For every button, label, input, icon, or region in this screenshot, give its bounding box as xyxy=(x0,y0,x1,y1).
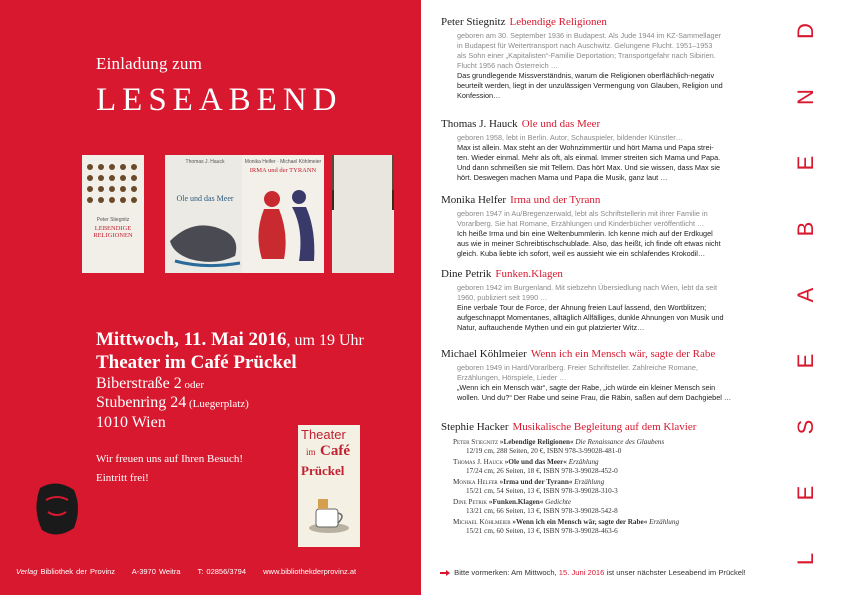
invitation-title: LESEABEND xyxy=(96,82,343,118)
entry-bio-line: geboren 1949 in Hard/Vorarlberg. Freier Schriftsteller. Zahlreiche Romane, xyxy=(457,363,698,372)
publisher-footer xyxy=(16,567,370,576)
logo-im-text: im xyxy=(306,447,316,457)
address-line-2 xyxy=(96,395,249,411)
logo-prueckel-text: Prückel xyxy=(301,463,345,478)
bibliography-details: 15/21 cm, 60 Seiten, 13 €, ISBN 978-3-99028-463-6 xyxy=(466,527,618,535)
book-title: IRMA und der TYRANN xyxy=(249,167,317,174)
reading-entry xyxy=(441,348,791,403)
entry-text-line: hört. Deswegen machen Mama und Papa die Musik, ganz laut … xyxy=(457,173,668,182)
vertical-leseabend xyxy=(791,18,821,578)
reading-entry xyxy=(441,268,791,333)
book-title: LEBENDIGE RELIGIONEN xyxy=(93,225,133,240)
entry-author: Stephie Hacker xyxy=(441,421,509,433)
bibliography-details: 17/24 cm, 26 Seiten, 18 €, ISBN 978-3-99028-452-0 xyxy=(466,467,618,475)
entry-bio-line: Flucht 1956 nach Österreich … xyxy=(457,61,558,70)
entry-title: Lebendige Religionen xyxy=(509,16,607,28)
address-note: (Luegerplatz) xyxy=(186,398,249,410)
entry-bio-line: geboren 1958, lebt in Berlin. Autor, Schauspieler, bildender Künstler… xyxy=(457,133,683,142)
entry-title: Musikalische Begleitung auf dem Klavier xyxy=(512,421,697,433)
logo-theater-text: Theater xyxy=(301,427,346,442)
bibliography-item xyxy=(453,498,783,516)
entry-bio-line: Erzählungen, Hörspiele, Lieder … xyxy=(457,373,567,382)
entry-heading xyxy=(441,348,791,360)
vertical-letter: N xyxy=(793,89,818,105)
vertical-letter: B xyxy=(793,221,818,237)
entry-heading xyxy=(441,268,791,280)
vertical-letter: D xyxy=(793,23,818,39)
address-or: oder xyxy=(181,379,205,391)
entry-bio-line: geboren am 30. September 1936 in Budapest. Als Jude 1944 im KZ-Sammellager xyxy=(457,31,722,40)
entry-author: Dine Petrik xyxy=(441,268,492,280)
reading-entry xyxy=(441,118,791,183)
vertical-letter: S xyxy=(793,419,818,435)
book-author: Monika Helfer · Michael Köhlmeier xyxy=(244,159,322,165)
entry-title: Irma und der Tyrann xyxy=(510,194,601,206)
address-line-1 xyxy=(96,376,204,392)
entry-bio-line: Vorarlberg. Sie hat Romane, Erzählungen und Kinderbücher veröffentlicht … xyxy=(457,219,705,228)
invitation-subtitle: Einladung zum xyxy=(96,54,202,73)
publisher-city: A-3970 Weitra xyxy=(131,567,181,576)
bibliography-author: Monika Helfer xyxy=(453,478,498,486)
whale-illustration-icon xyxy=(165,211,245,271)
bibliography-heading xyxy=(453,478,783,487)
entry-author: Monika Helfer xyxy=(441,194,507,206)
dancing-figures-illustration-icon xyxy=(244,179,324,269)
entry-text-line: Das grundlegende Missverständnis, warum die Religionen oberflächlich-negativ xyxy=(457,71,715,80)
bibliography-details: 15/21 cm, 54 Seiten, 13 €, ISBN 978-3-99028-310-3 xyxy=(466,487,618,495)
entry-author: Peter Stiegnitz xyxy=(441,16,506,28)
entry-author: Michael Köhlmeier xyxy=(441,348,527,360)
entry-text-line: gleich. Kuba liebte ich sofort, weil es aussieht wie ein schlafendes Krokodil… xyxy=(457,249,706,258)
pointing-hand-icon xyxy=(440,570,450,576)
next-event-date: 15. Juni 2016 xyxy=(558,568,605,577)
entry-text-line: aus wie in meiner Schreibtischschublade. Also, das heißt, ich finde oft etwas nicht xyxy=(457,239,721,248)
book-author: Thomas J. Hauck xyxy=(185,159,225,165)
bibliography-heading xyxy=(453,518,783,527)
entry-bio-line: in Budapest für Weitertransport nach Auschwitz. Gelungene Flucht. 1951–1953 xyxy=(457,41,713,50)
entry-text-line: Und dann schmeißen sie mit Tellern. Das hört Max. Und sie wissen, dass Max sie xyxy=(457,163,721,172)
event-venue: Theater im Café Prückel xyxy=(96,352,297,373)
event-time: , um 19 Uhr xyxy=(286,332,364,349)
bibliography-item xyxy=(453,478,783,496)
bibliography-author: Peter Stiegnitz xyxy=(453,438,499,446)
entry-heading xyxy=(441,194,791,206)
entry-title: Ole und das Meer xyxy=(521,118,601,130)
event-datetime xyxy=(96,329,364,351)
book-cover-irma-und-der-tyrann xyxy=(242,155,324,273)
publisher-website-link[interactable]: www.bibliothekderprovinz.at xyxy=(263,567,357,576)
religion-symbols-icon xyxy=(82,159,144,215)
logo-cafe-text: Café xyxy=(320,443,350,459)
bibliography-title: »Lebendige Religionen« xyxy=(499,438,574,446)
reading-entry xyxy=(441,194,791,259)
entry-text-line: aufgeschnappt Momentanes, alltäglich Allfälliges, dunkle Ahnungen von Musik und xyxy=(457,313,724,322)
book-cover-ole-und-das-meer xyxy=(165,155,245,273)
bibliography-genre: Die Renaissance des Glaubens xyxy=(575,438,665,446)
address-street-1: Biberstraße 2 xyxy=(96,375,182,392)
entry-bio-line: geboren 1947 in Au/Bregenzerwald, lebt als Schriftstellerin mit ihrer Familie in xyxy=(457,209,708,218)
entry-text-line: wollen. Und du?“ Der Rabe und seine Frau, die Räbin, saßen auf dem Dachgiebel … xyxy=(457,393,732,402)
bibliography-item xyxy=(453,438,783,456)
bibliography-genre: Erzählung xyxy=(568,458,599,466)
bibliography-details: 12/19 cm, 288 Seiten, 20 €, ISBN 978-3-99028-481-0 xyxy=(466,447,622,455)
bibliography-genre: Gedichte xyxy=(545,498,572,506)
vertical-letter: E xyxy=(793,485,818,501)
entry-bio-line: 1960, publiziert seit 1990 … xyxy=(457,293,548,302)
entry-bio-line: als Sohn einer „Kapitalisten“-Familie Deportation; Transportgefahr nach Sibirien. xyxy=(457,51,716,60)
event-date: Mittwoch, 11. Mai 2016 xyxy=(96,329,287,350)
bibliography-title: »Ole und das Meer« xyxy=(504,458,567,466)
publisher-name: Bibliothek der Provinz xyxy=(40,567,116,576)
bibliography-title: »Irma und der Tyrann« xyxy=(499,478,573,486)
book-cover-lebendige-religionen xyxy=(82,155,144,273)
address-city: 1010 Wien xyxy=(96,414,166,431)
coffee-cup-icon xyxy=(308,495,350,535)
publisher-phone: T: 02856/3794 xyxy=(197,567,247,576)
bibliography-author: Dine Petrik xyxy=(453,498,488,506)
entry-heading xyxy=(441,16,791,28)
entry-bio-line: geboren 1942 im Burgenland. Mit siebzehn Übersiedlung nach Wien, lebt da seit xyxy=(457,283,718,292)
entry-heading xyxy=(441,421,791,433)
next-event-note xyxy=(440,568,746,577)
entry-author: Thomas J. Hauck xyxy=(441,118,518,130)
entry-title: Wenn ich ein Mensch wär, sagte der Rabe xyxy=(530,348,716,360)
bibliography-item xyxy=(453,518,783,536)
vertical-letter: L xyxy=(793,552,818,566)
book-author: Peter Stiegnitz xyxy=(96,217,130,223)
vertical-letter: A xyxy=(793,287,818,303)
verlag-label: Verlag xyxy=(16,567,38,576)
entry-heading xyxy=(441,118,791,130)
reading-entry xyxy=(441,421,791,433)
entry-text-line: „Wenn ich ein Mensch wär“, sagte der Rabe, „ich würde ein kleiner Mensch sein xyxy=(457,383,716,392)
bibliography-author: Michael Köhlmeier xyxy=(453,518,511,526)
entry-text-line: Max ist allein. Max steht an der Wohnzimmertür und hört Mama und Papa strei- xyxy=(457,143,714,152)
book-covers xyxy=(82,155,402,273)
bibliography-genre: Erzählung xyxy=(649,518,680,526)
bibliography-title: »Funken.Klagen« xyxy=(488,498,544,506)
bibliography-details: 13/21 cm, 66 Seiten, 13 €, ISBN 978-3-99028-542-8 xyxy=(466,507,618,515)
bibliography-heading xyxy=(453,458,783,467)
bibliography-genre: Erzählung xyxy=(574,478,605,486)
right-panel xyxy=(421,0,842,595)
address-street-2: Stubenring 24 xyxy=(96,394,187,411)
next-event-suffix: ist unser nächster Leseabend im Prückel! xyxy=(604,568,746,577)
welcome-text: Wir freuen uns auf Ihren Besuch! xyxy=(96,453,244,465)
book-title: Ole und das Meer xyxy=(176,194,234,203)
bibliography-heading xyxy=(453,438,783,447)
cafe-prueckel-logo xyxy=(298,425,360,547)
entry-title: Funken.Klagen xyxy=(495,268,563,280)
entry-text-line: Konfession… xyxy=(457,91,501,100)
vertical-letter: E xyxy=(793,353,818,369)
bibliography-author: Thomas J. Hauck xyxy=(453,458,503,466)
entry-text-line: Ich heiße Irma und bin eine Weltenbummlerin. Ich kenne mich auf der Erdkugel xyxy=(457,229,713,238)
bibliography-item xyxy=(453,458,783,476)
reading-entry xyxy=(441,16,791,101)
bibliography-heading xyxy=(453,498,783,507)
bibliography-title: »Wenn ich ein Mensch wär, sagte der Rabe« xyxy=(512,518,648,526)
entry-text-line: Eine verbale Tour de Force, der Ahnung freien Lauf lassend, den Wortblitzen; xyxy=(457,303,707,312)
book-cover-wenn-ich-ein-mensch-waer xyxy=(334,155,392,273)
free-entry-text: Eintritt frei! xyxy=(96,472,149,484)
entry-text-line: Natur, auftauchende Mythen und ein gut platzierter Witz… xyxy=(457,323,645,332)
next-event-prefix: Bitte vormerken: Am Mittwoch, xyxy=(454,568,559,577)
author-sketch-portrait-icon xyxy=(30,478,84,540)
entry-text-line: beurteilt werden, liegt in der unzulässigen Vermengung von Glauben, Religion und xyxy=(457,81,723,90)
vertical-letter: E xyxy=(793,155,818,171)
entry-text-line: ten. Wieder einmal. Mehr als oft, als einmal. Immer streiten sich Mama und Papa. xyxy=(457,153,721,162)
